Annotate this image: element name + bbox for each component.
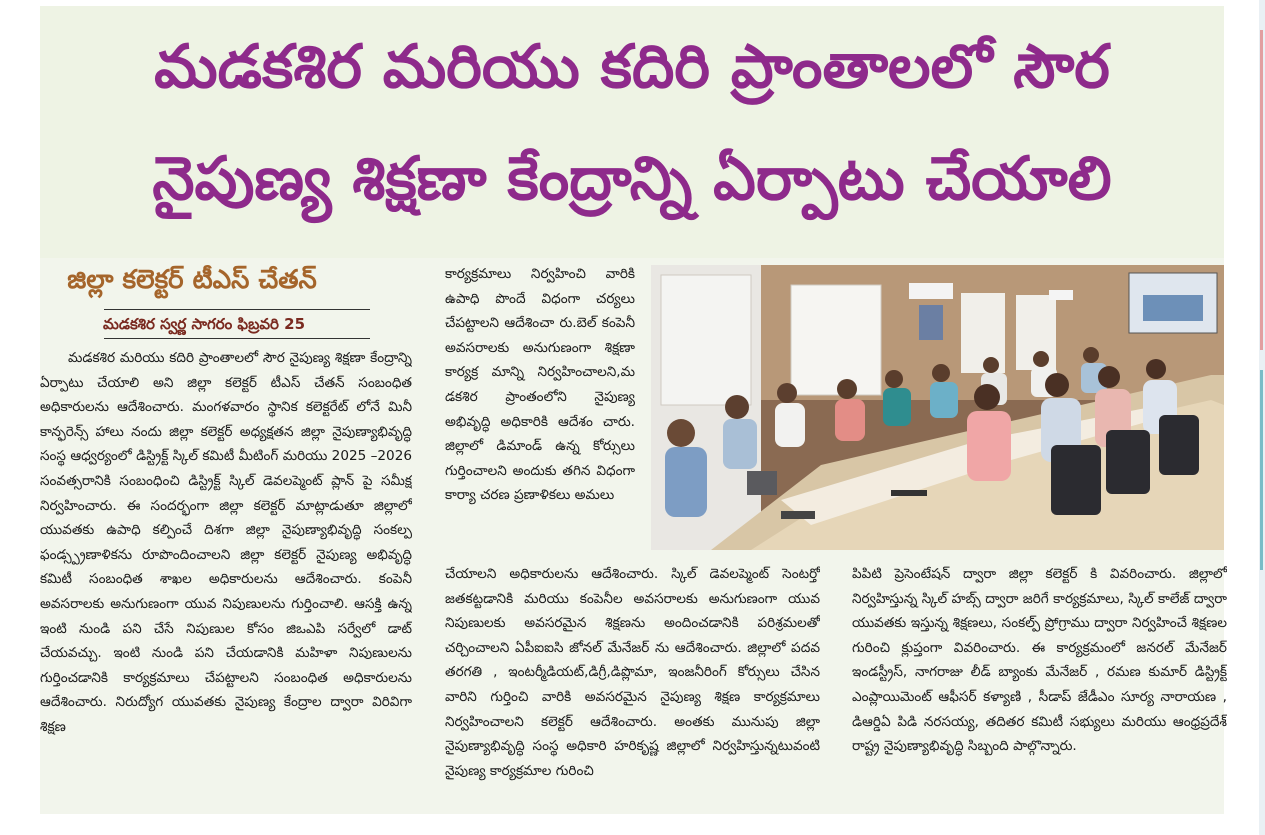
article-column-3: పిపిటి ప్రెసెంటేషన్ ద్వారా జిల్లా కలెక్టర్ కి వివరించారు. జిల్లాలో నిర్వహిస్తున్న స్కిల్ హబ్స్ ద్వారా జరిగే కార్యక్రమాలు, స్కిల్ కాలేజ్ ద్వారా యువతకు ఇస్తున్న శిక్షణలు, సంకల్ప్ ప్రోగ్రాము ద్వారా నిర్వహించే శిక్షణల గురించి క్లుప్తంగా వివరించారు. ఈ కార్యక్రమంలో జనరల్ మేనేజర్ ఇండస్ట్రీస్, నాగరాజు లీడ్ బ్యాంకు మేనేజర్ , రమణ కుమార్ డిస్ట్రిక్ట్ ఎంప్లాయిమెంట్ ఆఫీసర్ కళ్యాణి , సీడాప్ జేడీఎం సూర్య నారాయణ , డిఆర్డిఏ పిడి నరసయ్య, తదితర కమిటీ సభ్యులు మరియు ఆంధ్రప్రదేశ్ రాష్ట్ర నైపుణ్యాభివృద్ధి సిబ్బంది పాల్గొన్నారు.	[852, 566, 1227, 755]
headline-block	[40, 6, 1224, 258]
page-edge-red-mark	[1260, 30, 1263, 350]
article-column-2-bottom: చేయాలని అధికారులను ఆదేశించారు. స్కిల్ డెవలప్మెంట్ సెంటర్తో జతకట్టడానికి మరియు కంపెనీల అవసరాలకు అనుగుణంగా యువ నిపుణులకు అవసరమైన శిక్షణను అందించడానికి పరిశ్రమలతో చర్చించాలని ఏపీఐఐసి జోనల్ మేనేజర్ ను ఆదేశించారు. జిల్లాలో పదవ తరగతి , ఇంటర్మీడియట్,డిగ్రీ,డిప్లొమా, ఇంజనీరింగ్ కోర్సులు చేసిన వారిని గుర్తించి వారికి అవసరమైన నైపుణ్య శిక్షణ కార్యక్రమాలు నిర్వహించాలని కలెక్టర్ ఆదేశించారు. అంతకు మునుపు జిల్లా నైపుణ్యాభివృద్ధి సంస్థ అధికారి హరికృష్ణ జిల్లాలో నిర్వహిస్తున్నటువంటి నైపుణ్య కార్యక్రమాల గురించి	[445, 566, 820, 779]
headline-line-2: నైపుణ్య శిక్షణా కేంద్రాన్ని ఏర్పాటు చేయాలి	[152, 144, 1112, 214]
dateline: మడకశిర స్వర్ణ సాగరం ఫిబ్రవరి 25	[102, 315, 306, 333]
meeting-photo	[651, 265, 1224, 550]
page-edge-teal-mark	[1260, 370, 1263, 570]
subheadline: జిల్లా కలెక్టర్ టీఎస్ చేతన్	[67, 265, 317, 295]
subheadline-rule	[104, 309, 370, 310]
dateline-rule	[104, 338, 370, 339]
headline-line-1: మడకశిర మరియు కదిరి ప్రాంతాలలో సౌర	[154, 32, 1110, 102]
article-column-2-top: కార్యక్రమాలు నిర్వహించి వారికి ఉపాధి పొందే విధంగా చర్యలు చేపట్టాలని ఆదేశించా రు.బెల్ కంపెనీ అవసరాలకు అనుగుణంగా శిక్షణా కార్యక్ర మాన్ని నిర్వహించాలని,మ డకశిర ప్రాంతంలోని నైపుణ్య అభివృద్ధి అధికారికి ఆదేశం చారు. జిల్లాలో డిమాండ్ ఉన్న కోర్సులు గుర్తించాలని అందుకు తగిన విధంగా కార్యా చరణ ప్రణాళికలు అమలు	[445, 266, 635, 504]
article-column-1: మడకశిర మరియు కదిరి ప్రాంతాలలో సౌర నైపుణ్య శిక్షణా కేంద్రాన్ని ఏర్పాటు చేయాలి అని జిల్లా కలెక్టర్ టీఎస్ చేతన్ సంబంధిత అధికారులను ఆదేశించారు. మంగళవారం స్థానిక కలెక్టరేట్ లోనే మినీ కాన్ఫరెన్స్ హాలు నందు జిల్లా కలెక్టర్ అధ్యక్షతన జిల్లా నైపుణ్యాభివృద్ధి సంస్థ ఆధ్వర్యంలో డిస్ట్రిక్ట్ స్కిల్ కమిటీ మీటింగ్ మరియు 2025 –2026 సంవత్సరానికి సంబంధించి డిస్ట్రిక్ట్ స్కిల్ డెవలప్మెంట్ ప్లాన్ పై సమీక్ష నిర్వహించారు. ఈ సందర్భంగా జిల్లా కలెక్టర్ మాట్లాడుతూ జిల్లాలో యువతకు ఉపాధి కల్పించే దిశగా జిల్లా నైపుణ్యాభివృద్ధి సంకల్ప ఫండ్స్ప్రణాళికను రూపొందించాలని జిల్లా కలెక్టర్ నైపుణ్య అభివృద్ధి కమిటీ సంబంధిత శాఖల అధికారులను ఆదేశించారు. కంపెనీ అవసరాలకు అనుగుణంగా యువ నిపుణులను గుర్తించాలి. ఆసక్తి ఉన్న ఇంటి నుండి పని చేసే నిపుణుల కోసం జిఒఎపి సర్వేలో డాట్ చేయవచ్చు. ఇంటి నుండి పని చేయడానికి మహిళా నిపుణులను గుర్తించడానికి కార్యక్రమాలు చేపట్టాలని సంబంధిత అధికారులను ఆదేశించారు. నిరుద్యోగ యువతకు నైపుణ్య కేంద్రాల ద్వారా విరివిగా శిక్షణ	[40, 350, 412, 735]
